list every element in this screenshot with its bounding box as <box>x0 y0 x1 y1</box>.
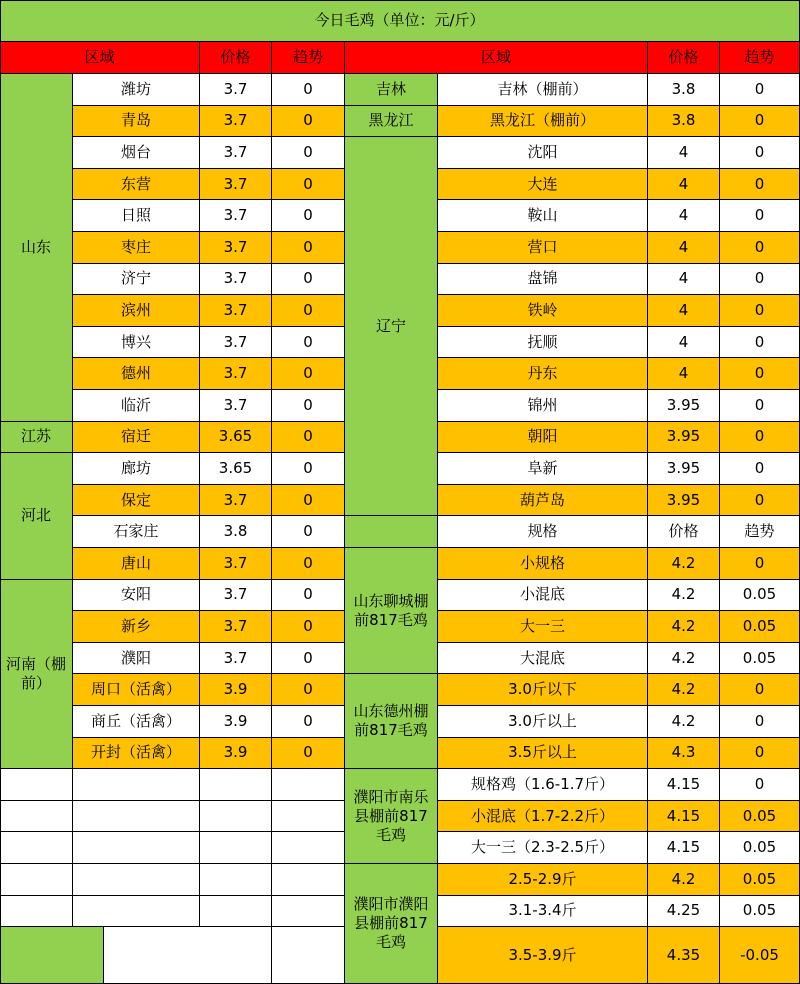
city-cell: 安阳 <box>73 580 200 612</box>
empty-cell <box>200 801 272 833</box>
empty-cell <box>200 832 272 864</box>
price-cell: 4.2 <box>648 706 720 738</box>
trend-cell: 0 <box>272 358 345 390</box>
price-cell: 4.2 <box>648 643 720 675</box>
city-cell: 东营 <box>73 169 200 201</box>
spec-cell: 大一三（2.3-2.5斤） <box>438 832 648 864</box>
spec-cell: 大混底 <box>438 643 648 675</box>
price-cell: 4.15 <box>648 801 720 833</box>
city-cell: 阜新 <box>438 453 648 485</box>
trend-cell: 0 <box>272 295 345 327</box>
spec-group-cell: 濮阳市南乐县棚前817毛鸡 <box>345 769 438 864</box>
trend-cell: 0 <box>272 106 345 138</box>
spec-cell: 小规格 <box>438 548 648 580</box>
spec-cell: 规格鸡（1.6-1.7斤） <box>438 769 648 801</box>
city-cell: 潍坊 <box>73 74 200 106</box>
price-cell: 3.7 <box>200 643 272 675</box>
trend-cell: 0 <box>272 453 345 485</box>
province-cell: 吉林 <box>345 74 438 106</box>
empty-cell <box>272 801 345 833</box>
empty-cell <box>0 864 73 896</box>
city-cell: 抚顺 <box>438 327 648 359</box>
spec-cell: 小混底（1.7-2.2斤） <box>438 801 648 833</box>
price-cell: 3.8 <box>648 74 720 106</box>
trend-cell: 0 <box>720 327 800 359</box>
price-cell: 4 <box>648 327 720 359</box>
city-cell: 铁岭 <box>438 295 648 327</box>
city-cell: 临沂 <box>73 390 200 422</box>
trend-cell: 0 <box>272 738 345 770</box>
trend-cell: 0 <box>272 137 345 169</box>
price-cell: 3.7 <box>200 169 272 201</box>
spec-header-spec: 规格 <box>438 516 648 548</box>
header-region-right: 区域 <box>345 42 648 74</box>
price-cell: 4 <box>648 137 720 169</box>
city-cell: 宿迁 <box>73 422 200 454</box>
empty-cell <box>272 769 345 801</box>
price-cell: 3.7 <box>200 232 272 264</box>
empty-cell <box>73 769 200 801</box>
trend-cell: 0.05 <box>720 832 800 864</box>
trend-cell: 0 <box>720 390 800 422</box>
city-cell: 保定 <box>73 485 200 517</box>
price-cell: 4 <box>648 200 720 232</box>
spec-cell: 大一三 <box>438 611 648 643</box>
spec-group-cell: 濮阳市濮阳县棚前817毛鸡 <box>345 864 438 984</box>
city-cell: 唐山 <box>73 548 200 580</box>
trend-cell: 0 <box>272 200 345 232</box>
price-cell: 3.7 <box>200 106 272 138</box>
price-cell: 3.8 <box>648 106 720 138</box>
price-cell: 3.7 <box>200 200 272 232</box>
empty-cell <box>0 769 73 801</box>
city-cell: 开封（活禽） <box>73 738 200 770</box>
trend-cell: -0.05 <box>720 927 800 984</box>
price-cell: 4.2 <box>648 674 720 706</box>
price-cell: 4 <box>648 358 720 390</box>
price-cell: 4 <box>648 232 720 264</box>
price-cell: 3.7 <box>200 358 272 390</box>
price-cell: 4 <box>648 295 720 327</box>
province-cell: 辽宁 <box>345 137 438 516</box>
header-region-left: 区域 <box>0 42 200 74</box>
price-cell: 4.2 <box>648 611 720 643</box>
price-cell: 3.65 <box>200 453 272 485</box>
trend-cell: 0 <box>272 548 345 580</box>
price-cell: 4 <box>648 264 720 296</box>
spec-header-blank <box>345 516 438 548</box>
price-cell: 4.25 <box>648 896 720 928</box>
city-cell: 石家庄 <box>73 516 200 548</box>
trend-cell: 0.05 <box>720 611 800 643</box>
city-cell: 日照 <box>73 200 200 232</box>
trend-cell: 0 <box>720 453 800 485</box>
trend-cell: 0 <box>720 706 800 738</box>
price-cell: 3.9 <box>200 738 272 770</box>
city-cell: 德州 <box>73 358 200 390</box>
city-cell: 周口（活禽） <box>73 674 200 706</box>
trend-cell: 0.05 <box>720 643 800 675</box>
city-cell: 商丘（活禽） <box>73 706 200 738</box>
empty-cell <box>272 927 345 984</box>
price-cell: 4.2 <box>648 580 720 612</box>
city-cell: 博兴 <box>73 327 200 359</box>
price-cell: 4.3 <box>648 738 720 770</box>
price-cell: 3.7 <box>200 390 272 422</box>
price-cell: 3.7 <box>200 74 272 106</box>
empty-cell <box>0 801 73 833</box>
trend-cell: 0 <box>720 232 800 264</box>
spec-group-cell: 山东聊城棚前817毛鸡 <box>345 548 438 674</box>
city-cell: 鞍山 <box>438 200 648 232</box>
trend-cell: 0 <box>272 327 345 359</box>
trend-cell: 0.05 <box>720 864 800 896</box>
spec-group-cell: 山东德州棚前817毛鸡 <box>345 674 438 769</box>
price-cell: 3.7 <box>200 264 272 296</box>
price-cell: 3.95 <box>648 390 720 422</box>
city-cell: 盘锦 <box>438 264 648 296</box>
trend-cell: 0 <box>272 643 345 675</box>
trend-cell: 0 <box>720 548 800 580</box>
trend-cell: 0.05 <box>720 580 800 612</box>
trend-cell: 0 <box>720 295 800 327</box>
empty-cell <box>272 832 345 864</box>
trend-cell: 0 <box>720 169 800 201</box>
province-cell: 江苏 <box>0 422 73 454</box>
trend-cell: 0 <box>272 611 345 643</box>
header-trend-right: 趋势 <box>720 42 800 74</box>
spec-cell: 3.5斤以上 <box>438 738 648 770</box>
trend-cell: 0 <box>272 390 345 422</box>
price-cell: 4 <box>648 169 720 201</box>
city-cell: 大连 <box>438 169 648 201</box>
city-cell: 吉林（棚前） <box>438 74 648 106</box>
trend-cell: 0 <box>720 422 800 454</box>
city-cell: 丹东 <box>438 358 648 390</box>
empty-cell <box>200 769 272 801</box>
header-price-right: 价格 <box>648 42 720 74</box>
spec-cell: 2.5-2.9斤 <box>438 864 648 896</box>
spec-cell: 小混底 <box>438 580 648 612</box>
trend-cell: 0 <box>720 137 800 169</box>
empty-cell <box>272 896 345 928</box>
trend-cell: 0 <box>272 264 345 296</box>
spec-cell: 3.1-3.4斤 <box>438 896 648 928</box>
price-cell: 4.2 <box>648 864 720 896</box>
city-cell: 锦州 <box>438 390 648 422</box>
empty-cell <box>108 927 272 984</box>
price-cell: 4.35 <box>648 927 720 984</box>
city-cell: 营口 <box>438 232 648 264</box>
empty-cell <box>272 864 345 896</box>
price-cell: 4.2 <box>648 548 720 580</box>
price-cell: 3.9 <box>200 706 272 738</box>
city-cell: 葫芦岛 <box>438 485 648 517</box>
empty-cell <box>73 801 200 833</box>
empty-cell <box>0 896 73 928</box>
empty-cell <box>200 864 272 896</box>
price-cell: 3.65 <box>200 422 272 454</box>
empty-cell <box>73 832 200 864</box>
trend-cell: 0 <box>720 485 800 517</box>
trend-cell: 0 <box>272 580 345 612</box>
price-cell: 3.7 <box>200 295 272 327</box>
city-cell: 烟台 <box>73 137 200 169</box>
trend-cell: 0 <box>720 738 800 770</box>
trend-cell: 0 <box>272 516 345 548</box>
table-title: 今日毛鸡（单位：元/斤） <box>0 0 800 42</box>
empty-cell <box>0 927 104 984</box>
empty-cell <box>73 896 200 928</box>
province-cell: 黑龙江 <box>345 106 438 138</box>
trend-cell: 0 <box>720 106 800 138</box>
trend-cell: 0 <box>720 200 800 232</box>
city-cell: 青岛 <box>73 106 200 138</box>
province-cell: 山东 <box>0 74 73 422</box>
price-cell: 3.7 <box>200 485 272 517</box>
trend-cell: 0 <box>272 674 345 706</box>
city-cell: 沈阳 <box>438 137 648 169</box>
price-cell: 3.7 <box>200 580 272 612</box>
trend-cell: 0 <box>720 674 800 706</box>
trend-cell: 0 <box>272 232 345 264</box>
price-cell: 3.8 <box>200 516 272 548</box>
trend-cell: 0 <box>272 706 345 738</box>
trend-cell: 0 <box>272 485 345 517</box>
trend-cell: 0 <box>720 264 800 296</box>
trend-cell: 0.05 <box>720 896 800 928</box>
empty-cell <box>0 832 73 864</box>
price-cell: 3.95 <box>648 485 720 517</box>
empty-cell <box>73 864 200 896</box>
spec-cell: 3.0斤以上 <box>438 706 648 738</box>
city-cell: 濮阳 <box>73 643 200 675</box>
province-cell: 河南（棚前） <box>0 580 73 770</box>
province-cell: 河北 <box>0 453 73 579</box>
header-trend-left: 趋势 <box>272 42 345 74</box>
price-cell: 3.7 <box>200 327 272 359</box>
price-cell: 3.95 <box>648 422 720 454</box>
spec-cell: 3.5-3.9斤 <box>438 927 648 984</box>
city-cell: 黑龙江（棚前） <box>438 106 648 138</box>
spec-header-price: 价格 <box>648 516 720 548</box>
spec-header-trend: 趋势 <box>720 516 800 548</box>
city-cell: 济宁 <box>73 264 200 296</box>
trend-cell: 0 <box>720 358 800 390</box>
trend-cell: 0.05 <box>720 801 800 833</box>
trend-cell: 0 <box>272 169 345 201</box>
price-cell: 3.7 <box>200 548 272 580</box>
price-cell: 4.15 <box>648 769 720 801</box>
price-cell: 3.9 <box>200 674 272 706</box>
city-cell: 廊坊 <box>73 453 200 485</box>
city-cell: 枣庄 <box>73 232 200 264</box>
trend-cell: 0 <box>720 74 800 106</box>
price-cell: 4.15 <box>648 832 720 864</box>
empty-cell <box>200 896 272 928</box>
city-cell: 滨州 <box>73 295 200 327</box>
header-price-left: 价格 <box>200 42 272 74</box>
trend-cell: 0 <box>272 422 345 454</box>
price-cell: 3.95 <box>648 453 720 485</box>
trend-cell: 0 <box>272 74 345 106</box>
city-cell: 朝阳 <box>438 422 648 454</box>
price-cell: 3.7 <box>200 137 272 169</box>
trend-cell: 0 <box>720 769 800 801</box>
city-cell: 新乡 <box>73 611 200 643</box>
price-cell: 3.7 <box>200 611 272 643</box>
spec-cell: 3.0斤以下 <box>438 674 648 706</box>
